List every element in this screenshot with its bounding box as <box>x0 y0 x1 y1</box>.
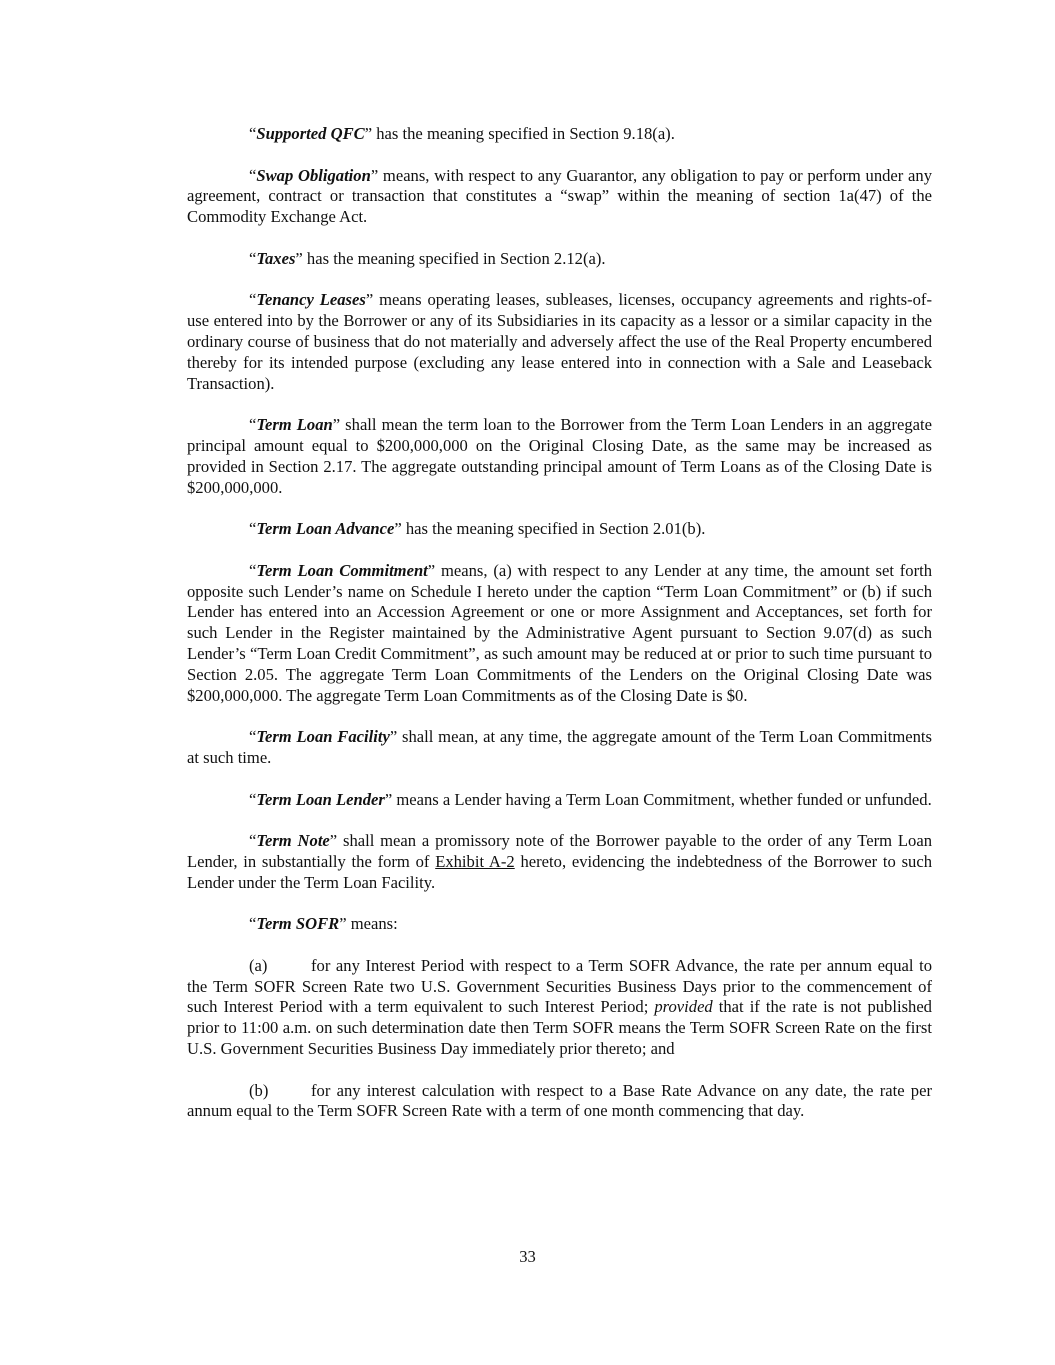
clause-text: that if the rate is not published prior to 11:00 a.m. on such determination date then Term SOFR means the Term SOFR Screen Rate on the first U.S. Government Securities Business Day immediately prior thereto; and <box>187 997 932 1059</box>
defined-term: Term Note <box>256 831 330 851</box>
definition-text: hereto, evidencing the indebtedness of the Borrower to such Lender under the Term Loan Facility. <box>187 851 932 892</box>
definition-swap-obligation: “Swap Obligation” means, with respect to any Guarantor, any obligation to pay or perform under any agreement, contract or transaction that constitutes a “swap” within the meaning of section 1a(47) of the Commodity Exchange Act. <box>187 165 932 227</box>
definition-text: shall mean, at any time, the aggregate amount of the Term Loan Commitments at such time. <box>187 727 932 767</box>
term-sofr-clause-a <box>187 956 932 1060</box>
defined-term: Term Loan Advance <box>256 519 395 539</box>
definition-text: means, with respect to any Guarantor, any obligation to pay or perform under any agreement, contract or transaction that constitutes a “swap” within the meaning of section 1a(47) of the Commodity Exchange Act. <box>187 165 932 227</box>
definition-term-loan-commitment: “Term Loan Commitment” means, (a) with respect to any Lender at any time, the amount set forth opposite such Lender’s name on Schedule I hereto under the caption “Term Loan Commitment” or (b) if such Lender has entered into an Accession Agreement or one or more Assignment and Acceptances, set forth for such Lender in the Register maintained by the Administrative Agent pursuant to Section 9.07(d) as such Lender’s “Term Loan Credit Commitment”, as such amount may be reduced at or prior to such time pursuant to Section 2.05. The aggregate Term Loan Commitments of the Lenders on the Original Closing Date was $200,000,000. The aggregate Term Loan Commitments as of the Closing Date is $0. <box>187 560 933 705</box>
clause-text: for any Interest Period with respect to a Term SOFR Advance, the rate per annum equal to the Term SOFR Screen Rate two U.S. Government Securities Business Days prior to the commencement of such Interest Period with a term equivalent to such Interest Period; <box>187 955 932 1017</box>
defined-term: Taxes <box>256 248 296 268</box>
definition-term-loan: “Term Loan” shall mean the term loan to the Borrower from the Term Loan Lenders in an aggregate principal amount equal to $200,000,000 on the Original Closing Date, as the same may be increased as provided in Section 2.17. The aggregate outstanding principal amount of Term Loans as of the Closing Date is $200,000,000. <box>187 415 933 497</box>
defined-term: Term Loan Lender <box>256 789 385 809</box>
provided-keyword: provided <box>654 997 713 1017</box>
definition-text: has the meaning specified in Section 2.01(b). <box>401 519 706 539</box>
definition-text: has the meaning specified in Section 2.12(a). <box>302 248 606 268</box>
definition-term-sofr: “Term SOFR” means: <box>249 914 398 934</box>
page-number: 33 <box>519 1247 536 1266</box>
definition-supported-qfc: “Supported QFC” has the meaning specified in Section 9.18(a). <box>249 124 675 143</box>
definition-term-loan-facility: “Term Loan Facility” shall mean, at any time, the aggregate amount of the Term Loan Commitments at such time. <box>187 727 932 767</box>
defined-term: Term Loan <box>256 415 333 435</box>
definition-text: means: <box>346 914 398 934</box>
definition-text: shall mean the term loan to the Borrower from the Term Loan Lenders in an aggregate principal amount equal to $200,000,000 on the Original Closing Date, as the same may be increased as provided in Section 2.17. The aggregate outstanding principal amount of Term Loans as of the Closing Date is $200,000,000. <box>187 415 933 497</box>
definition-term-loan-advance: “Term Loan Advance” has the meaning specified in Section 2.01(b). <box>249 519 706 539</box>
defined-term: Term Loan Facility <box>256 727 390 747</box>
definition-taxes: “Taxes” has the meaning specified in Section 2.12(a). <box>249 248 606 268</box>
clause-text: for any interest calculation with respect to a Base Rate Advance on any date, the rate per annum equal to the Term SOFR Screen Rate with a term of one month commencing that day. <box>187 1080 932 1121</box>
clause-label: (a) <box>249 955 268 975</box>
exhibit-reference: Exhibit A-2 <box>435 851 515 871</box>
term-sofr-clause-b <box>187 1081 932 1123</box>
definition-text: shall mean a promissory note of the Borrower payable to the order of any Term Loan Lender, in substantially the form of <box>187 831 932 871</box>
definition-tenancy-leases: “Tenancy Leases” means operating leases, subleases, licenses, occupancy agreements and rights-of-use entered into by the Borrower or any of its Subsidiaries in its capacity as a lessor or a similar capacity in the ordinary course of business that do not materially and adversely affect the use of the Real Property encumbered thereby for its intended purpose (excluding any lease entered into in connection with a Sale and Leaseback Transaction). <box>187 290 932 393</box>
defined-term: Tenancy Leases <box>256 290 366 310</box>
definition-text: means a Lender having a Term Loan Commitment, whether funded or unfunded. <box>392 789 932 809</box>
defined-term: Term Loan Commitment <box>256 560 428 580</box>
defined-term: Supported QFC <box>256 124 365 143</box>
definition-term-loan-lender: “Term Loan Lender” means a Lender having a Term Loan Commitment, whether funded or unfunded. <box>249 789 932 809</box>
defined-term: Swap Obligation <box>256 165 371 185</box>
definition-text: has the meaning specified in Section 9.18(a). <box>372 124 675 143</box>
document-page <box>187 124 932 1143</box>
definition-term-note: “Term Note” shall mean a promissory note of the Borrower payable to the order of any Term Loan Lender, in substantially the form of Exhibit A-2 hereto, evidencing the indebtedness of the Borrower to such Lender under the Term Loan Facility. <box>187 831 932 892</box>
definition-text: means, (a) with respect to any Lender at any time, the amount set forth opposite such Lender’s name on Schedule I hereto under the caption “Term Loan Commitment” or (b) if such Lender has entered into an Accession Agreement or one or more Assignment and Acceptances, set forth for such Lender in the Register maintained by the Administrative Agent pursuant to Section 9.07(d) as such Lender’s “Term Loan Credit Commitment”, as such amount may be reduced at or prior to such time pursuant to Section 2.05. The aggregate Term Loan Commitments of the Lenders on the Original Closing Date was $200,000,000. The aggregate Term Loan Commitments as of the Closing Date is $0. <box>187 560 933 705</box>
clause-label: (b) <box>249 1080 269 1100</box>
defined-term: Term SOFR <box>256 914 340 934</box>
definition-text: means operating leases, subleases, licenses, occupancy agreements and rights-of-use entered into by the Borrower or any of its Subsidiaries in its capacity as a lessor or a similar capacity in the ordinary course of business that do not materially and adversely affect the use of the Real Property encumbered thereby for its intended purpose (excluding any lease entered into in connection with a Sale and Leaseback Transaction). <box>187 290 932 393</box>
